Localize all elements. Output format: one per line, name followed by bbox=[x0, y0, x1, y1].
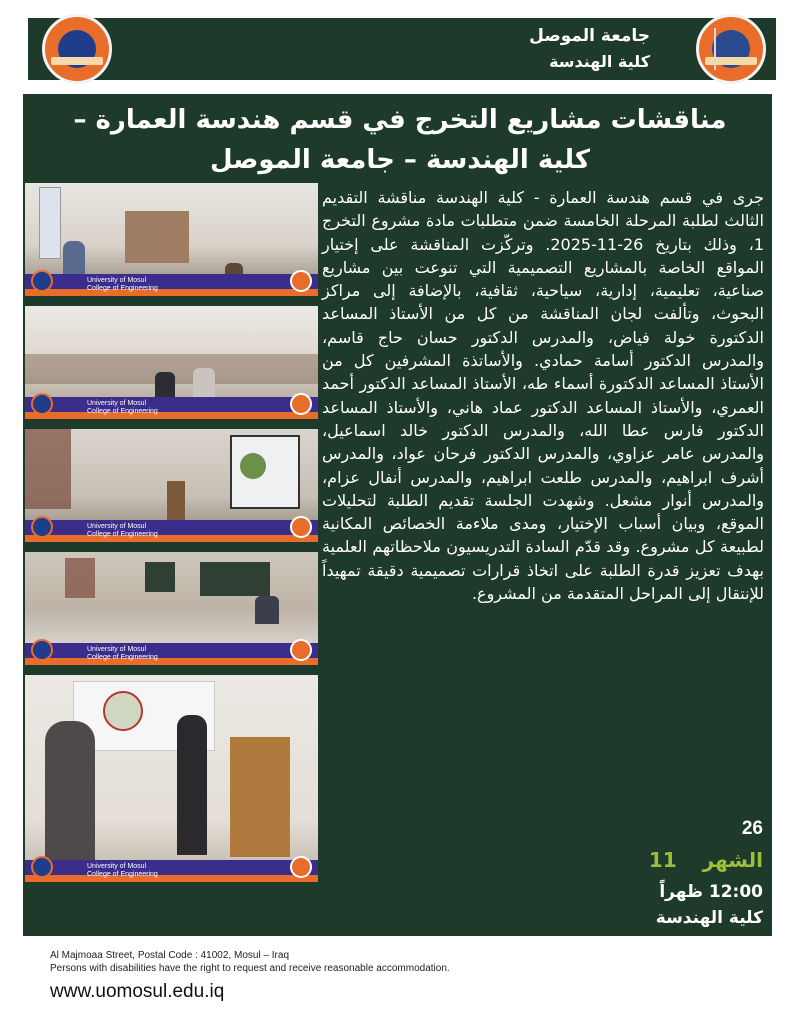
college-logo bbox=[696, 14, 766, 84]
college-logo-badge bbox=[290, 856, 312, 878]
photo-caption: University of Mosul College of Engineering bbox=[87, 863, 158, 878]
footer-address: Al Majmoaa Street, Postal Code : 41002, Mosul – Iraq bbox=[50, 950, 290, 961]
photo-caption: University of Mosul College of Engineering bbox=[87, 646, 158, 661]
university-logo-badge bbox=[31, 393, 53, 415]
university-logo-badge bbox=[31, 516, 53, 538]
university-name: جامعة الموصل bbox=[529, 26, 650, 46]
college-logo-badge bbox=[290, 516, 312, 538]
photo-caption: University of Mosul College of Engineering bbox=[87, 277, 158, 292]
photo-caption: University of Mosul College of Engineering bbox=[87, 400, 158, 415]
month-value: 11 bbox=[648, 848, 677, 872]
event-photo bbox=[25, 306, 318, 419]
header-divider bbox=[714, 28, 716, 70]
event-day: 26 bbox=[741, 818, 763, 839]
photo-caption: University of Mosul College of Engineering bbox=[87, 523, 158, 538]
college-logo-badge bbox=[290, 393, 312, 415]
article-title: مناقشات مشاريع التخرج في قسم هندسة العمارة – كلية الهندسة – جامعة الموصل bbox=[73, 105, 727, 175]
month-label: الشهر bbox=[702, 848, 763, 872]
event-photo bbox=[25, 552, 318, 665]
event-place: كلية الهندسة bbox=[655, 908, 763, 928]
university-logo bbox=[42, 14, 112, 84]
university-logo-badge bbox=[31, 639, 53, 661]
footer-accessibility-note: Persons with disabilities have the right to request and receive reasonable accommodation. bbox=[50, 963, 450, 974]
event-month bbox=[649, 848, 763, 872]
university-logo-badge bbox=[31, 270, 53, 292]
college-name: كلية الهندسة bbox=[549, 52, 650, 71]
event-photo bbox=[25, 183, 318, 296]
event-time: 12:00 ظهراً bbox=[659, 882, 763, 902]
website-link[interactable]: www.uomosul.edu.iq bbox=[50, 981, 225, 1002]
event-photo bbox=[25, 675, 318, 882]
header-bar bbox=[28, 18, 776, 80]
college-logo-badge bbox=[290, 639, 312, 661]
event-photo bbox=[25, 429, 318, 542]
article-body: جرى في قسم هندسة العمارة - كلية الهندسة مناقشة التقديم الثالث لطلبة المرحلة الخامسة ضمن متطلبات مادة مشروع التخرج 1، وذلك بتاريخ 26-11-2025. وتركّزت المناقشة على إختيار المواقع الخاصة بالمشاريع التصميمية التي تنوعت بين مشاريع صناعية، تعليمية، إدارية، سياحية، ثقافية، بالإضافة إلى مراكز البحوث، وتألفت لجان المناقشة من كل من الأستاذ المساعد الدكتورة خولة فياض، والمدرس الدكتور حسان حاج قاسم، والمدرس الدكتور أسامة حمادي. والأساتذة المشرفين كل من الأستاذ المساعد الدكتورة أسماء طه، الأستاذ المساعد الدكتور أحمد العمري، والأستاذ المساعد الدكتور عماد هاني، والأستاذ المساعد الدكتور فارس عطا الله، والمدرس الدكتور خالد اسماعيل، والمدرس عامر عزاوي، والمدرس الدكتور فرحان عواد، والمدرس أشرف ابراهيم، والمدرس طلعت ابراهيم، والمدرس أنفال عزام، والمدرس أنوار مشعل. وشهدت الجلسة تقديم الطلبة لتحليلات الموقع، وبيان أسباب الإختيار، ومدى ملاءمة الخصائص المكانية لطبيعة كل مشروع. وقد قدّم السادة التدريسيون ملاحظاتهم العلمية بهدف تعزيز قدرة الطلبة على اتخاذ قرارات تصميمية دقيقة تمهيداً للإنتقال إلى المراحل المتقدمة من المشروع. bbox=[322, 188, 764, 604]
photo-column bbox=[25, 183, 318, 892]
university-logo-badge bbox=[31, 856, 53, 878]
college-logo-badge bbox=[290, 270, 312, 292]
